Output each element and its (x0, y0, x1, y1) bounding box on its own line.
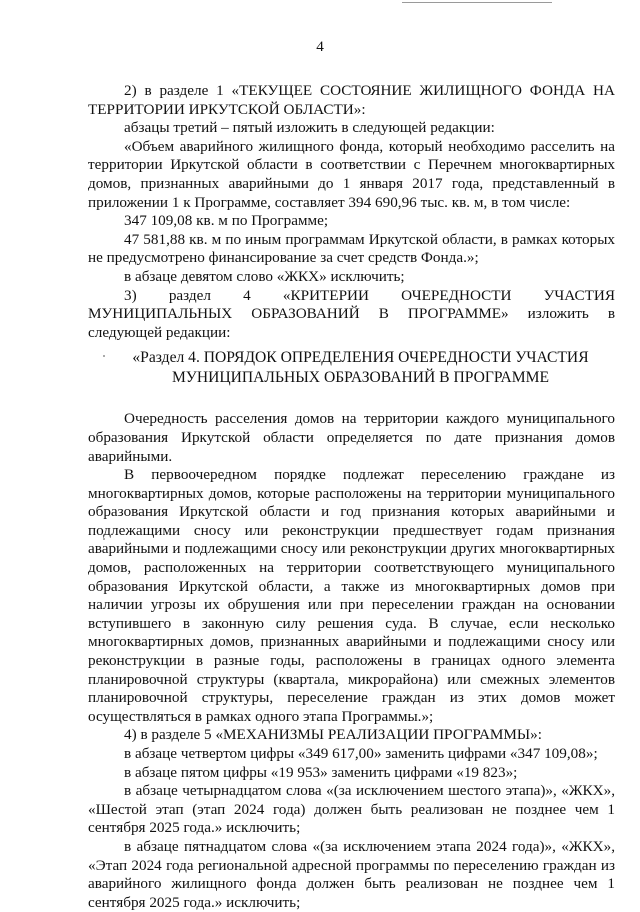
paragraph-abzac-15: в абзаце пятнадцатом слова «(за исключением этапа 2024 года)», «ЖКХ», «Этап 2024 года региональной адресной программы по переселению граждан из аварийного жилищного фонда должен быть реализован не позднее чем 1 сентября 2025 года.» исключить; (88, 837, 615, 911)
paragraph-item-2: 2) в разделе 1 «ТЕКУЩЕЕ СОСТОЯНИЕ ЖИЛИЩНОГО ФОНДА НА ТЕРРИТОРИИ ИРКУТСКОЙ ОБЛАСТИ»: (88, 82, 615, 118)
paragraph-program-area: 347 109,08 кв. м по Программе; (124, 212, 329, 230)
paragraph-other-programs: 47 581,88 кв. м по иным программам Иркутской области, в рамках которых не предусмотрено финансирование за счет средств Фонда.»; (88, 230, 615, 267)
paragraph-abzac-9: в абзаце девятом слово «ЖКХ» исключить; (124, 267, 405, 285)
page-number: 4 (316, 38, 324, 55)
paragraph-item-4: 4) в разделе 5 «МЕХАНИЗМЫ РЕАЛИЗАЦИИ ПРОГРАММЫ»: (124, 726, 542, 744)
paragraph-abzac-5: в абзаце пятом цифры «19 953» заменить цифрами «19 823»; (124, 763, 518, 781)
spacer (88, 387, 615, 410)
document-body (88, 82, 615, 912)
paragraph-abzacy: абзацы третий – пятый изложить в следующей редакции: (124, 119, 495, 137)
paragraph-quote-volume: «Объем аварийного жилищного фонда, который необходимо расселить на территории Иркутской области в соответствии с Перечнем многоквартирных домов, признанных аварийными до 1 января 2017 года, представленный в приложении 1 к Программе, составляет 394 690,96 тыс. кв. м, в том числе: (88, 137, 615, 211)
section-heading-line-1: «Раздел 4. ПОРЯДОК ОПРЕДЕЛЕНИЯ ОЧЕРЕДНОСТИ УЧАСТИЯ (132, 349, 589, 367)
paragraph-priority: В первоочередном порядке подлежат переселению граждане из многоквартирных домов, которые расположены на территории муниципального образования Иркутской области и год признания которых аварийными и подлежащими сносу или реконструкции предшествует годам признания аварийными и подлежащими сносу или реконструкции других многоквартирных домов, расположенных на территории соответствующего муниципального образования Иркутской области, а также из многоквартирных домов при наличии угрозы их обрушения или при переселении граждан на основании вступившего в законную силу решения суда. В случае, если несколько многоквартирных домов, признанных аварийными и подлежащими сносу или реконструкции в разные годы, расположены в границах одного элемента планировочной структуры (квартала, микрорайона) или смежных элементов планировочной структуры, переселение граждан из этих домов может осуществляться в рамках одного этапа Программы.»; (88, 466, 615, 725)
paragraph-order: Очередность расселения домов на территории каждого муниципального образования Иркутской области определяется по дате признания домов аварийными. (88, 410, 615, 465)
paragraph-abzac-4: в абзаце четвертом цифры «349 617,00» заменить цифрами «347 109,08»; (124, 745, 598, 762)
section-heading (88, 348, 615, 387)
paragraph-abzac-14: в абзаце четырнадцатом слова «(за исключением шестого этапа)», «ЖКХ», «Шестой этап (этап 2024 года) должен быть реализован не позднее чем 1 сентября 2025 года.» исключить; (88, 782, 615, 837)
section-heading-line-2: МУНИЦИПАЛЬНЫХ ОБРАЗОВАНИЙ В ПРОГРАММЕ (171, 368, 550, 386)
top-rule (402, 2, 552, 3)
paragraph-item-3: 3) раздел 4 «КРИТЕРИИ ОЧЕРЕДНОСТИ УЧАСТИЯ МУНИЦИПАЛЬНЫХ ОБРАЗОВАНИЙ В ПРОГРАММЕ» изложить в следующей редакции: (88, 286, 615, 341)
